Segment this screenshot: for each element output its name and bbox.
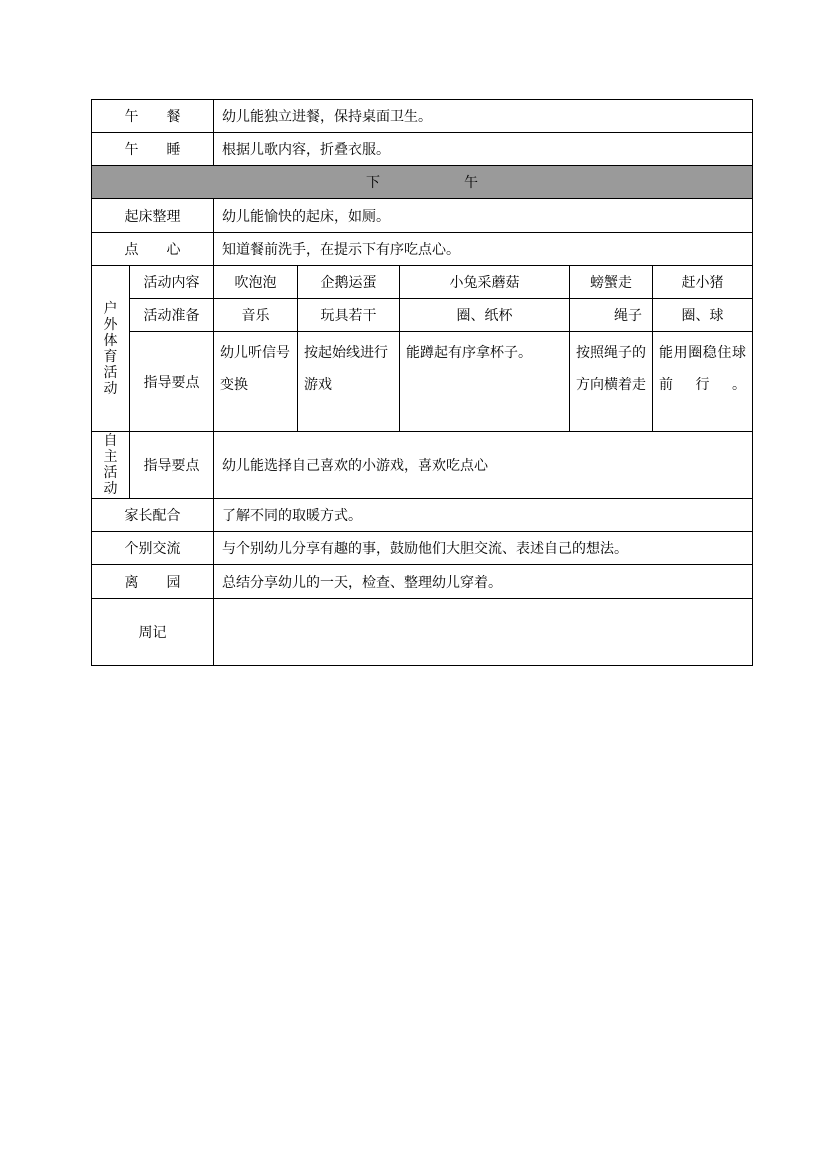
activity-prep-2: 玩具若干 bbox=[298, 299, 400, 332]
activity-name-1: 吹泡泡 bbox=[214, 266, 298, 299]
daily-schedule-table bbox=[91, 99, 753, 666]
nap-row bbox=[92, 133, 753, 166]
nap-content: 根据儿歌内容，折叠衣服。 bbox=[214, 133, 753, 166]
nap-label: 午 睡 bbox=[92, 133, 214, 166]
leaving-row bbox=[92, 565, 753, 599]
outdoor-prep-label: 活动准备 bbox=[130, 299, 214, 332]
outdoor-content-label: 活动内容 bbox=[130, 266, 214, 299]
activity-prep-4: 绳子 bbox=[570, 299, 653, 332]
snack-content: 知道餐前洗手，在提示下有序吃点心。 bbox=[214, 233, 753, 266]
free-play-content: 幼儿能选择自己喜欢的小游戏，喜欢吃点心 bbox=[214, 432, 753, 499]
activity-guide-1: 幼儿听信号变换 bbox=[214, 332, 298, 432]
leaving-label: 离 园 bbox=[92, 565, 214, 599]
individual-row bbox=[92, 532, 753, 565]
outdoor-guide-row bbox=[92, 332, 753, 432]
activity-prep-3: 圈、纸杯 bbox=[400, 299, 570, 332]
outdoor-group-label: 户外体育活动 bbox=[92, 266, 130, 432]
activity-name-5: 赶小猪 bbox=[653, 266, 753, 299]
lunch-label: 午 餐 bbox=[92, 100, 214, 133]
free-play-row bbox=[92, 432, 753, 499]
activity-prep-1: 音乐 bbox=[214, 299, 298, 332]
wake-up-label: 起床整理 bbox=[92, 199, 214, 233]
activity-name-4: 螃蟹走 bbox=[570, 266, 653, 299]
activity-name-3: 小兔采蘑菇 bbox=[400, 266, 570, 299]
activity-prep-5: 圈、球 bbox=[653, 299, 753, 332]
weekly-notes-content[interactable] bbox=[214, 599, 753, 666]
lunch-content: 幼儿能独立进餐，保持桌面卫生。 bbox=[214, 100, 753, 133]
activity-guide-4: 按照绳子的方向横着走 bbox=[570, 332, 653, 432]
outdoor-prep-row bbox=[92, 299, 753, 332]
wake-up-content: 幼儿能愉快的起床，如厕。 bbox=[214, 199, 753, 233]
parents-row bbox=[92, 499, 753, 532]
parents-content: 了解不同的取暖方式。 bbox=[214, 499, 753, 532]
afternoon-header: 下 午 bbox=[92, 166, 753, 199]
individual-label: 个别交流 bbox=[92, 532, 214, 565]
outdoor-guide-label: 指导要点 bbox=[130, 332, 214, 432]
leaving-content: 总结分享幼儿的一天，检查、整理幼儿穿着。 bbox=[214, 565, 753, 599]
outdoor-content-row bbox=[92, 266, 753, 299]
wake-up-row bbox=[92, 199, 753, 233]
activity-name-2: 企鹅运蛋 bbox=[298, 266, 400, 299]
weekly-notes-row bbox=[92, 599, 753, 666]
activity-guide-5: 能用圈稳住球前行。 bbox=[653, 332, 753, 432]
afternoon-header-row bbox=[92, 166, 753, 199]
free-play-guide-label: 指导要点 bbox=[130, 432, 214, 499]
weekly-notes-label: 周记 bbox=[92, 599, 214, 666]
individual-content: 与个别幼儿分享有趣的事，鼓励他们大胆交流、表述自己的想法。 bbox=[214, 532, 753, 565]
parents-label: 家长配合 bbox=[92, 499, 214, 532]
activity-guide-2: 按起始线进行游戏 bbox=[298, 332, 400, 432]
snack-row bbox=[92, 233, 753, 266]
activity-guide-3: 能蹲起有序拿杯子。 bbox=[400, 332, 570, 432]
lunch-row bbox=[92, 100, 753, 133]
snack-label: 点 心 bbox=[92, 233, 214, 266]
free-play-group-label: 自主活动 bbox=[92, 432, 130, 499]
